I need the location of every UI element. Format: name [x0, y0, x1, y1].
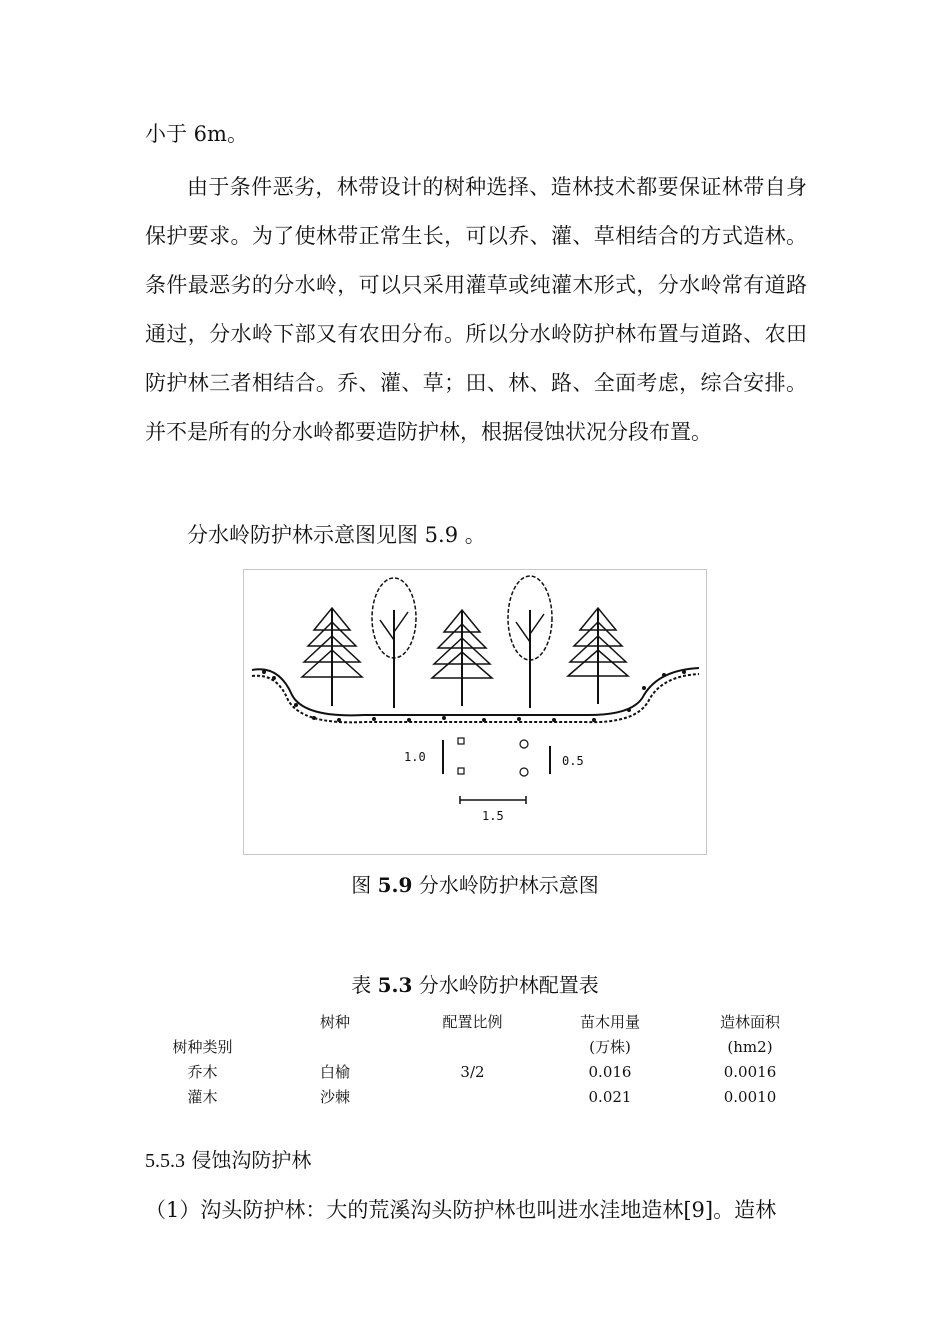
figure-caption-prefix: 图 [351, 873, 378, 897]
table-caption-number: 5.3 [377, 973, 413, 997]
paragraph-continuation: 小于 6m。 [145, 122, 248, 146]
conifer-tree-1 [302, 608, 362, 706]
paragraph-figure-ref: 分水岭防护林示意图见图 5.9 。 [187, 523, 486, 547]
section-title: 侵蚀沟防护林 [185, 1148, 312, 1172]
cell-seedlings: 0.021 [588, 1088, 632, 1106]
table-row [140, 1060, 820, 1085]
tree-marker-top [458, 738, 464, 744]
header-category: 树种类别 [172, 1038, 233, 1056]
tree-marker-bottom [458, 768, 464, 774]
header-seedlings [540, 1010, 680, 1060]
header-species: 树种 [319, 1013, 350, 1031]
header-area-label: 造林面积 [719, 1013, 780, 1031]
table-header-row [140, 1010, 820, 1060]
label-shrub-spacing: 0.5 [562, 754, 584, 768]
paragraph-gully-head: （1）沟头防护林：大的荒溪沟头防护林也叫进水洼地造林[9]。造林 [145, 1198, 777, 1222]
cell-seedlings: 0.016 [588, 1063, 632, 1081]
broadleaf-tree-2 [508, 576, 552, 708]
paragraph-body: 由于条件恶劣，林带设计的树种选择、造林技术都要保证林带自身保护要求。为了使林带正常生长，可以乔、灌、草相结合的方式造林。条件最恶劣的分水岭，可以只采用灌草或纯灌木形式，分水岭常有道路通过，分水岭下部又有农田分布。所以分水岭防护林布置与道路、农田防护林三者相结合。乔、灌、草；田、林、路、全面考虑，综合安排。并不是所有的分水岭都要造防护林，根据侵蚀状况分段布置。 [145, 175, 807, 444]
header-area-unit: (hm2) [727, 1038, 773, 1056]
table-row [140, 1085, 820, 1110]
figure-watershed-shelterbelt [243, 569, 707, 855]
label-row-spacing: 1.0 [404, 750, 426, 764]
cell-species: 白榆 [319, 1063, 350, 1081]
figure-illustration [244, 570, 706, 854]
cell-ratio: 3/2 [460, 1063, 485, 1081]
conifer-tree-3 [568, 608, 628, 704]
ground-line [252, 668, 699, 715]
header-seedlings-label: 苗木用量 [579, 1013, 640, 1031]
cell-ratio [405, 1085, 540, 1110]
shrub-marker-top [520, 740, 528, 748]
label-column-spacing: 1.5 [482, 809, 504, 823]
table-caption [0, 969, 950, 998]
figure-caption-number: 5.9 [377, 873, 413, 897]
table-caption-prefix: 表 [351, 973, 378, 997]
cell-area: 0.0016 [723, 1063, 777, 1081]
figure-caption [0, 869, 950, 898]
planting-layout [443, 738, 550, 804]
header-ratio: 配置比例 [442, 1013, 503, 1031]
cell-category: 乔木 [187, 1063, 218, 1081]
header-seedlings-unit: (万株) [589, 1038, 631, 1056]
conifer-tree-2 [432, 610, 492, 706]
cell-category: 灌木 [187, 1088, 218, 1106]
header-area [680, 1010, 820, 1060]
section-number: 5.5.3 [145, 1150, 185, 1172]
section-heading [145, 1144, 311, 1177]
broadleaf-tree-1 [372, 578, 416, 708]
cell-area: 0.0010 [723, 1088, 777, 1106]
shrub-marker-bottom [520, 768, 528, 776]
config-table [140, 1010, 820, 1110]
figure-caption-text: 分水岭防护林示意图 [412, 873, 599, 897]
cell-species: 沙棘 [319, 1088, 350, 1106]
table-caption-text: 分水岭防护林配置表 [412, 973, 599, 997]
